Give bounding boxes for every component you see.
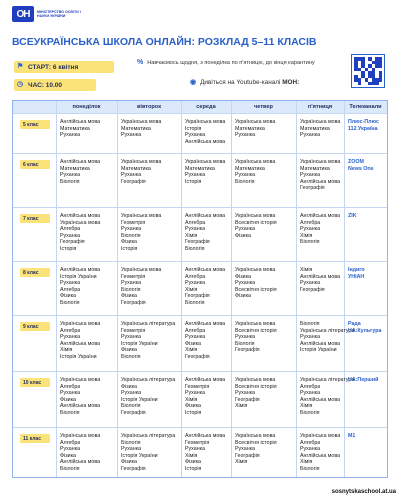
ministry-logo <box>12 6 81 22</box>
lesson-cell: Українська мова Алгебра Руханка Англійська мова Хімія Біологія <box>300 433 341 472</box>
tv-channel: Рада UA:Культура <box>348 321 382 334</box>
lesson-cell: Українська мова Геометрія Руханка Біологія Фізика Історія <box>121 213 162 252</box>
tv-channel: ZIK <box>348 213 357 219</box>
lesson-cell: Англійська мова Алгебра Руханка Хімія Географія Біологія <box>185 213 226 252</box>
lesson-cell: Англійська мова Алгебра Руханка Хімія Біологія <box>300 213 341 246</box>
grade-label: 8 клас <box>20 268 50 277</box>
lesson-cell: Українська мова Математика Руханка <box>121 119 162 139</box>
lesson-cell: Українська мова Алгебра Руханка Англійська мова Хімія Історія України <box>60 321 101 360</box>
lesson-cell: Українська мова Всесвітня історія Руханка Фізика <box>235 213 277 239</box>
table-row <box>13 371 387 427</box>
tv-channel: Індиго УНІАН <box>348 267 365 280</box>
table-row <box>13 427 387 477</box>
lesson-cell: Українська мова Геометрія Руханка Біологія Фізика Географія <box>121 267 162 306</box>
grade-label: 11 клас <box>20 434 50 443</box>
lesson-cell: Українська мова Математика Руханка Біологія <box>235 159 276 185</box>
tv-channel: M1 <box>348 433 356 439</box>
lesson-cell: Англійська мова Геометрія Руханка Хімія Фізика Історія <box>185 433 226 472</box>
tv-channel: ZOOM News One <box>348 159 374 172</box>
lesson-cell: Англійська мова Математика Руханка <box>60 119 101 139</box>
lesson-cell: Хімія Англійська мова Руханка Географія <box>300 267 341 293</box>
start-label: СТАРТ: 6 квітня <box>28 63 79 71</box>
lesson-cell: Українська мова Математика Руханка Географія <box>121 159 162 185</box>
lesson-cell: Українська мова Всесвітня історія Руханка Біологія Географія <box>235 321 277 354</box>
grade-label: 7 клас <box>20 214 50 223</box>
site-watermark: sosnytskaschool.at.ua <box>331 489 396 495</box>
tv-channel: Плюс-Плюс 112 Україна <box>348 119 379 132</box>
lesson-cell: Українська мова Всесвітня історія Руханка Географія Хімія <box>235 377 277 410</box>
lesson-cell: Українська мова Фізика Руханка Всесвітня історія Фізика <box>235 267 277 300</box>
table-row <box>13 153 387 207</box>
lesson-cell: Українська мова Історія Руханка Англійська мова <box>185 119 226 145</box>
lesson-cell: Англійська мова Алгебра Руханка Хімія Географія Біологія <box>185 267 226 306</box>
grade-label: 5 клас <box>20 120 50 129</box>
lesson-cell: Біологія Українська література Руханка Англійська мова Історія України <box>300 321 355 354</box>
youtube-channel: МОН: <box>282 78 300 86</box>
page-title: ВСЕУКРАЇНСЬКА ШКОЛА ОНЛАЙН: РОЗКЛАД 5–11 КЛАСІВ <box>12 36 317 48</box>
lesson-cell: Українська мова Математика Руханка <box>300 119 341 139</box>
day-header: п'ятниця <box>307 104 333 110</box>
time-badge <box>14 79 96 91</box>
schedule-note-text: Навчаємось щодня, з понеділка по п'ятницю, до кінця карантину <box>147 59 315 66</box>
clock-icon: ◷ <box>17 81 24 88</box>
lesson-cell: Українська література Алгебра Руханка Англійська мова Хімія Біологія <box>300 377 355 416</box>
tv-header: Телеканали <box>349 104 382 110</box>
lesson-cell: Англійська мова Математика Руханка Біологія <box>60 159 101 185</box>
day-header: понеділок <box>72 104 101 110</box>
day-header: середа <box>196 104 216 110</box>
ministry-name: МІНІСТЕРСТВО ОСВІТИ І НАУКИ УКРАЇНИ <box>37 9 81 18</box>
logo-mark: ОН <box>12 6 34 22</box>
percent-icon: % <box>137 59 144 66</box>
lesson-cell: Українська література Геометрія Руханка Історія України Фізика Біологія <box>121 321 176 360</box>
qr-code[interactable] <box>351 54 385 88</box>
youtube-note <box>190 78 299 86</box>
table-row <box>13 261 387 315</box>
tv-channel: UA:Перший <box>348 377 379 383</box>
time-label: ЧАС: 10.00 <box>28 81 63 89</box>
schedule-table <box>12 100 388 478</box>
grade-label: 10 клас <box>20 378 50 387</box>
flag-icon: ⚑ <box>17 63 24 70</box>
table-row <box>13 207 387 261</box>
lesson-cell: Українська мова Математика Руханка <box>235 119 276 139</box>
lesson-cell: Англійська мова Алгебра Руханка Фізика Хімія Географія <box>185 321 226 360</box>
lesson-cell: Українська мова Всесвітня історія Руханка Географія Хімія <box>235 433 277 466</box>
grade-label: 6 клас <box>20 160 50 169</box>
youtube-note-text: Дивіться на Youtube-каналі <box>200 78 281 86</box>
table-row <box>13 315 387 371</box>
eye-icon: ◉ <box>190 79 197 86</box>
lesson-cell: Англійська мова Історія України Руханка Алгебра Фізика Біологія <box>60 267 101 306</box>
lesson-cell: Українська мова Математика Руханка Англійська мова Географія <box>300 159 341 192</box>
lesson-cell: Українська література Фізика Руханка Історія України Біологія Географія <box>121 377 176 416</box>
table-row <box>13 113 387 153</box>
day-header: вівторок <box>136 104 162 110</box>
lesson-cell: Англійська мова Українська мова Алгебра Руханка Географія Історія <box>60 213 101 252</box>
day-header: четвер <box>254 104 273 110</box>
lesson-cell: Українська мова Математика Руханка Історія <box>185 159 226 185</box>
lesson-cell: Українська література Біологія Руханка Історія України Фізика Географія <box>121 433 176 472</box>
table-header <box>13 101 387 113</box>
grade-label: 9 клас <box>20 322 50 331</box>
lesson-cell: Англійська мова Геометрія Руханка Хімія Фізика Історія <box>185 377 226 416</box>
start-badge <box>14 61 114 73</box>
schedule-note <box>137 59 315 66</box>
lesson-cell: Українська мова Алгебра Руханка Фізика Англійська мова Біологія <box>60 433 101 472</box>
lesson-cell: Українська мова Алгебра Руханка Фізика Англійська мова Біологія <box>60 377 101 416</box>
